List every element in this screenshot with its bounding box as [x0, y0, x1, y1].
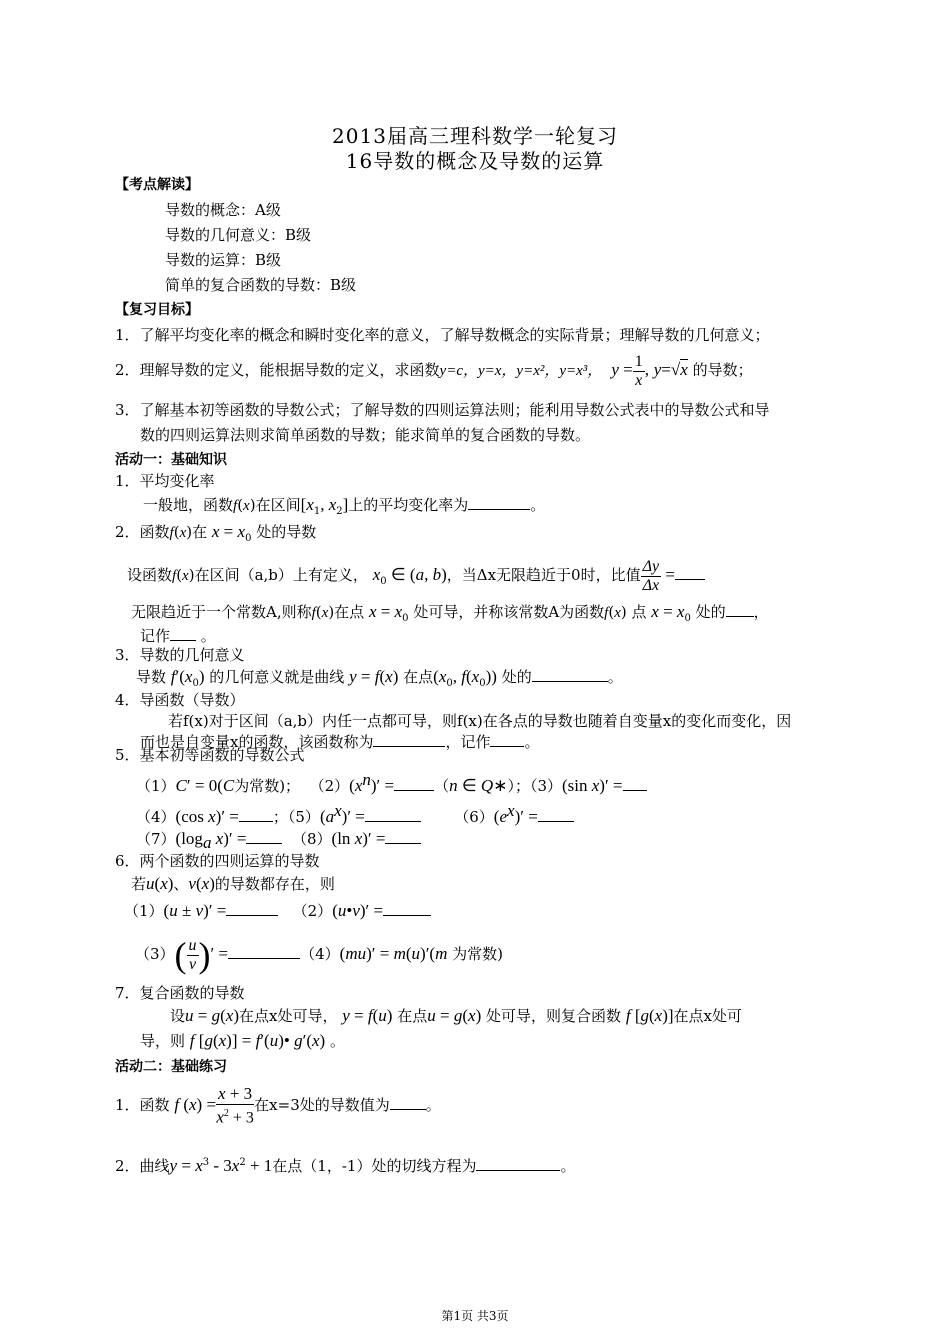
s4-text-b: 而也是自变量x的函数，该函数称为 ，记作 。	[140, 733, 540, 751]
blank[interactable]	[390, 1095, 426, 1110]
blank[interactable]	[228, 944, 300, 959]
title-line-1: 2013届高三理科数学一轮复习	[332, 124, 618, 148]
s5-title: 5．基本初等函数的导数公式	[115, 746, 305, 764]
kaodian-item: 导数的运算：B级	[165, 251, 282, 269]
blank[interactable]	[170, 626, 196, 641]
blank[interactable]	[532, 667, 608, 682]
fraction-1-over-x: $\frac{1}{x}$	[634, 352, 643, 389]
s3-title: 3．导数的几何意义	[115, 646, 245, 664]
blank[interactable]	[675, 565, 705, 580]
kaodian-heading: 【考点解读】	[115, 177, 199, 193]
fuxi-item-3b: 数的四则运算法则求简单函数的导数；能求简单的复合函数的导数。	[140, 426, 591, 444]
kaodian-item: 导数的几何意义：B级	[165, 226, 312, 244]
blank[interactable]	[373, 732, 445, 747]
blank[interactable]	[476, 1156, 560, 1171]
s5-row-1: （1）C′ = 0(C为常数)； $(2)(x^n)' = (n$ ∈ Q∗）；（3）(sin x)′ =	[136, 770, 647, 796]
blank[interactable]	[383, 901, 431, 916]
blank[interactable]	[394, 776, 434, 791]
fuxi-item-2-pre: 2．理解导数的定义，能根据导数的定义，求函数	[115, 361, 440, 379]
blank[interactable]	[365, 807, 421, 822]
blank[interactable]	[468, 495, 530, 510]
blank[interactable]	[246, 829, 282, 844]
fuxi-item-1: 1．了解平均变化率的概念和瞬时变化率的意义，了解导数概念的实际背景；理解导数的几何意义；	[115, 326, 770, 344]
s3-text: 导数 $f'(x_0)$ 的几何意义就是曲线 y = f(x) 在点($x_0$, $f(x_0)$) 处的 。	[136, 667, 623, 689]
s2-text-2: 无限趋近于一个常数A,则称f(x)在点 $x = x_0$ 处可导，并称该常数A为函数f(x) 点 $x = x_0$ 处的 ，	[131, 602, 769, 624]
blank[interactable]	[239, 807, 273, 822]
fraction-u-over-v: $\frac{u}{v}$	[188, 936, 197, 973]
s2-text-3: 记作 。	[140, 627, 216, 645]
blank[interactable]	[385, 829, 421, 844]
practice-2: 2．曲线$y = x^3 - 3x^2 + 1$在点（1，-1）处的切线方程为 。	[115, 1156, 576, 1175]
s5-row-3: $(7)(\log_a$ x)′ = （8）(ln x)′ =	[136, 829, 421, 853]
practice-1: 1．函数 f (x) = $\frac{x + 3}{x^2 + 3}$ 在x=3处的导数值为 。	[115, 1084, 441, 1127]
blank[interactable]	[623, 776, 647, 791]
s6-title: 6．两个函数的四则运算的导数	[115, 852, 320, 870]
s6-text: 若u(x)、v(x)的导数都存在，则	[131, 874, 335, 893]
s2-title: 2．函数f(x)在 $x = x_0$ 处的导数	[115, 522, 317, 544]
fuxi-item-2-funcs: y=c，y=x，y=x²，y=x³，	[439, 363, 603, 379]
s7-text-a: 设u = g(x)在点x处可导， y = f(u) 在点u = g(x) 处可导，则复合函数 f [g(x)]在点x处可	[170, 1006, 742, 1025]
fraction-dy-dx: $\frac{\Delta y}{\Delta x}$	[642, 557, 660, 594]
s1-text: 一般地，函数f(x)在区间[$x_1$, $x_2$]上的平均变化率为 。	[143, 495, 546, 517]
blank[interactable]	[490, 732, 524, 747]
fraction-practice-1: $\frac{x + 3}{x^2 + 3}$	[216, 1084, 254, 1127]
s7-title: 7．复合函数的导数	[115, 984, 245, 1002]
blank[interactable]	[726, 602, 754, 617]
fuxi-item-3a: 3．了解基本初等函数的导数公式；了解导数的四则运算法则；能利用导数公式表中的导数公式和导	[115, 401, 770, 419]
title-line-2: 16导数的概念及导数的运算	[345, 149, 605, 173]
page-footer: 第1页 共3页	[441, 1309, 509, 1323]
s4-title: 4．导函数（导数）	[115, 691, 245, 709]
s7-text-b: 导，则 f [g(x)] = f′(u)• g′(x) 。	[140, 1031, 345, 1050]
kaodian-item: 简单的复合函数的导数：B级	[165, 276, 357, 294]
act2-heading: 活动二：基础练习	[115, 1059, 227, 1075]
s5-row-2: （4）(cos x)′ = ；$(5)(a^x)'$ = $(6)(e^x)'$ =	[136, 801, 574, 827]
fuxi-heading: 【复习目标】	[115, 302, 199, 318]
s6-row-2: （3）( $\frac{u}{v}$ )′ = （4）(mu)′ = m(u)′(m 为常数)	[135, 935, 503, 975]
kaodian-item: 导数的概念：A级	[165, 201, 281, 219]
s1-title: 1．平均变化率	[115, 472, 215, 490]
s6-row-1: （1）(u ± v)′ = （2）(u•v)′ =	[124, 901, 431, 921]
fuxi-item-2: 2．理解导数的定义，能根据导数的定义，求函数y=c，y=x，y=x²，y=x³， y = $\frac{1}{x}$ , y=√x 的导数；	[115, 352, 753, 389]
fuxi-item-2-post: 的导数；	[692, 361, 753, 379]
s4-text-a: 若f(x)对于区间（a,b）内任一点都可导，则f(x)在各点的导数也随着自变量x的变化而变化，因	[168, 712, 792, 730]
blank[interactable]	[538, 807, 574, 822]
s2-text: 设函数f(x)在区间（a,b）上有定义， $x_0$ ∈ (a, b)，当Δx无限趋近于0时，比值 $\frac{\Delta y}{\Delta x}$ =	[127, 556, 705, 601]
blank[interactable]	[226, 901, 278, 916]
act1-heading: 活动一：基础知识	[115, 452, 227, 468]
